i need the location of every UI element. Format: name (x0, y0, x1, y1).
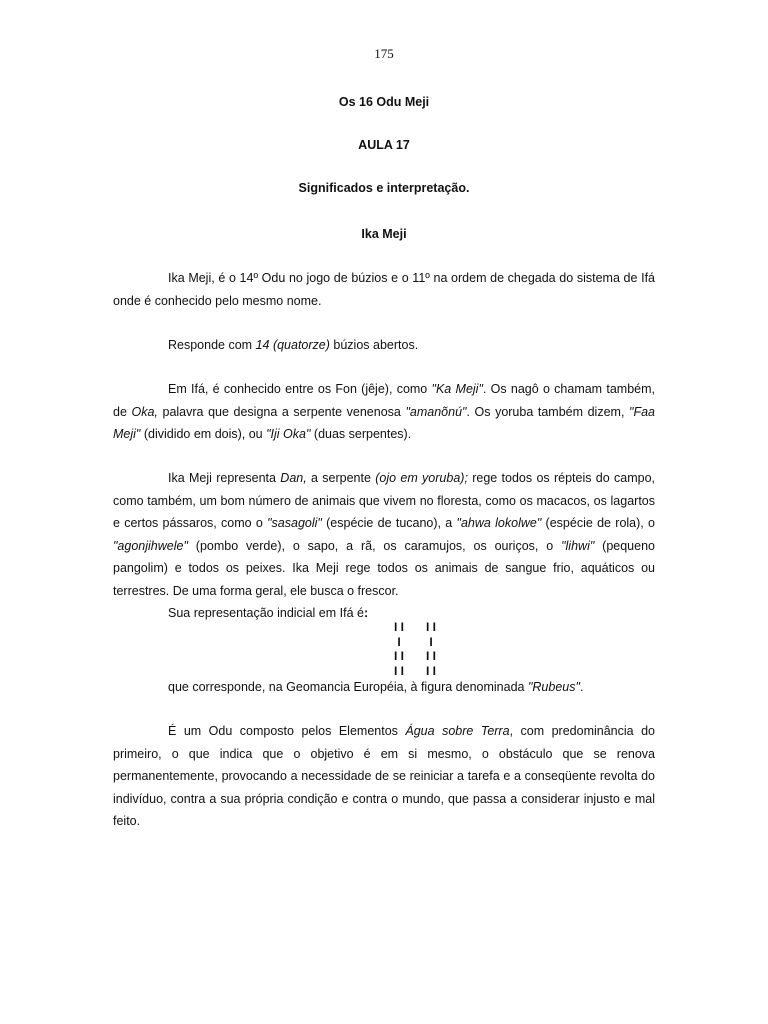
figure-mark: I I (425, 663, 436, 678)
odu-figure (391, 620, 439, 678)
paragraph-indicial (113, 602, 655, 625)
text-span: Responde com (168, 338, 256, 352)
italic-span: "sasagoli" (267, 516, 322, 530)
text-span: (pequeno pangolim) e todos os peixes. Ika Meji rege todos os animais de sangue frio, aquáticos ou terrestres. De uma forma geral, ele busca o frescor. (113, 538, 655, 598)
text-span: Ika Meji representa (168, 471, 281, 485)
italic-span: "Iji Oka" (266, 427, 311, 441)
italic-span: "Faa Meji" (113, 404, 655, 441)
text-span: . Os nagô o chamam também, de (113, 382, 655, 419)
figure-mark: I (397, 634, 401, 649)
italic-span: "ahwa lokolwe" (456, 516, 542, 530)
text-span: (pombo verde), o sapo, a rã, os caramujos, os ouriços, o (187, 538, 562, 553)
text-span: (espécie de tucano), a (321, 516, 457, 530)
italic-span: "amanõnú" (405, 404, 467, 419)
bold-span: : (363, 606, 369, 620)
italic-span: "agonjihwele" (113, 538, 188, 553)
figure-mark: I I (425, 620, 436, 634)
text-span: rege todos os répteis do campo, como também, um bom número de animais que vivem no floresta, como os macacos, os lagartos e certos pássaros, como o (113, 471, 655, 530)
paragraph-representation (113, 467, 655, 602)
text-span: . Os yoruba também dizem, (466, 404, 630, 419)
italic-span: "lihwi" (561, 538, 595, 553)
italic-span: "Ka Meji" (431, 382, 483, 396)
figure-mark: I I (393, 663, 404, 678)
paragraph-names (113, 378, 655, 446)
text-span: . (579, 680, 584, 694)
italic-span: Água sobre Terra (405, 724, 510, 738)
figure-mark: I I (425, 649, 436, 663)
figure-row (391, 620, 439, 635)
figure-mark: I I (393, 620, 404, 634)
text-span: É um Odu composto pelos Elementos (168, 724, 406, 738)
intro-text: Ika Meji, é o 14º Odu no jogo de búzios e o 11º na ordem de chegada do sistema de Ifá onde é conhecido pelo mesmo nome. (113, 271, 655, 308)
figure-mark: I I (393, 649, 404, 663)
figure-mark: I (429, 634, 433, 649)
text-span: búzios abertos. (329, 338, 419, 352)
italic-span: 14 (quatorze) (255, 338, 330, 352)
lesson-heading: AULA 17 (358, 138, 410, 152)
text-span: (espécie de rola), o (541, 516, 655, 530)
page-number: 175 (374, 46, 394, 61)
italic-span: Dan, (280, 471, 307, 485)
text-span: , com predominância do primeiro, o que indica que o objetivo é em si mesmo, o obstáculo que se renova permanentemente, provocando a necessidade de se reiniciar a tarefa e a conseqüente revolta do indivíduo, contra a sua própria condição e contra o mundo, que passa a considerar injusto e mal feito. (113, 724, 655, 828)
text-span: palavra que designa a serpente venenosa (157, 404, 406, 419)
subtitle-heading: Significados e interpretação. (298, 181, 470, 195)
text-span: que corresponde, na Geomancia Européia, à figura denominada (168, 680, 528, 694)
figure-row (391, 649, 439, 664)
paragraph-response (113, 334, 655, 357)
document-title: Os 16 Odu Meji (338, 95, 430, 109)
paragraph-intro (113, 267, 655, 312)
paragraph-geomancy (113, 676, 655, 699)
text-span: (dividido em dois), ou (140, 427, 267, 441)
italic-span: (ojo em yoruba); (375, 471, 468, 485)
text-span: Em Ifá, é conhecido entre os Fon (jêje), como (168, 382, 432, 396)
text-span: (duas serpentes). (310, 427, 412, 441)
paragraph-elements (113, 720, 655, 833)
text-span: Sua representação indicial em Ifá é (168, 606, 364, 620)
italic-span: Oka, (131, 404, 158, 419)
italic-span: "Rubeus" (527, 680, 580, 694)
odu-heading: Ika Meji (361, 227, 407, 241)
figure-row (391, 635, 439, 650)
text-span: a serpente (306, 471, 376, 485)
